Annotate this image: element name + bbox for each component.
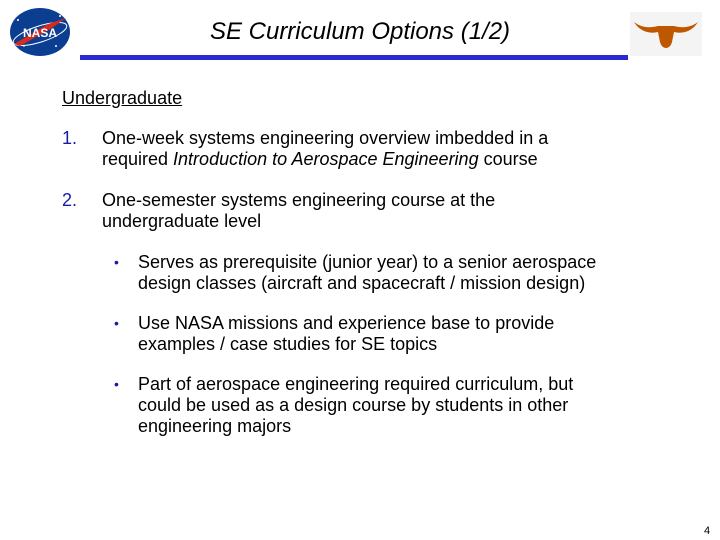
course-name: Introduction to Aerospace Engineering bbox=[173, 149, 479, 169]
bullet-marker: • bbox=[114, 254, 119, 270]
bullet-marker: • bbox=[114, 376, 119, 392]
page-number: 4 bbox=[704, 525, 711, 537]
numbered-item-1 bbox=[102, 128, 548, 170]
nasa-logo-text: NASA bbox=[22, 26, 58, 40]
item-line: One-week systems engineering overview imbedded in a bbox=[102, 128, 549, 148]
item-number: 2. bbox=[62, 190, 78, 210]
item-line: One-semester systems engineering course at the bbox=[102, 190, 496, 210]
item-line: design classes (aircraft and spacecraft / mission design) bbox=[138, 273, 586, 293]
item-line: undergraduate level bbox=[102, 211, 262, 231]
item-line bbox=[102, 149, 548, 170]
item-line: Serves as prerequisite (junior year) to a senior aerospace bbox=[138, 252, 597, 272]
item-line: examples / case studies for SE topics bbox=[138, 334, 438, 354]
bullet-item-1 bbox=[138, 252, 596, 294]
title-rule bbox=[80, 55, 628, 60]
numbered-item-2 bbox=[102, 190, 495, 232]
item-text: required bbox=[102, 149, 174, 169]
bullet-item-2 bbox=[138, 313, 554, 355]
item-text: course bbox=[478, 149, 538, 169]
item-line: Use NASA missions and experience base to provide bbox=[138, 313, 555, 333]
item-line: engineering majors bbox=[138, 416, 292, 436]
longhorn-icon bbox=[630, 12, 702, 56]
item-number: 1. bbox=[62, 128, 78, 148]
bullet-marker: • bbox=[114, 315, 119, 331]
slide-title: SE Curriculum Options (1/2) bbox=[209, 18, 511, 45]
item-line: could be used as a design course by students in other bbox=[138, 395, 569, 415]
item-line: Part of aerospace engineering required curriculum, but bbox=[138, 374, 574, 394]
section-heading: Undergraduate bbox=[62, 88, 183, 108]
bullet-item-3 bbox=[138, 374, 573, 437]
